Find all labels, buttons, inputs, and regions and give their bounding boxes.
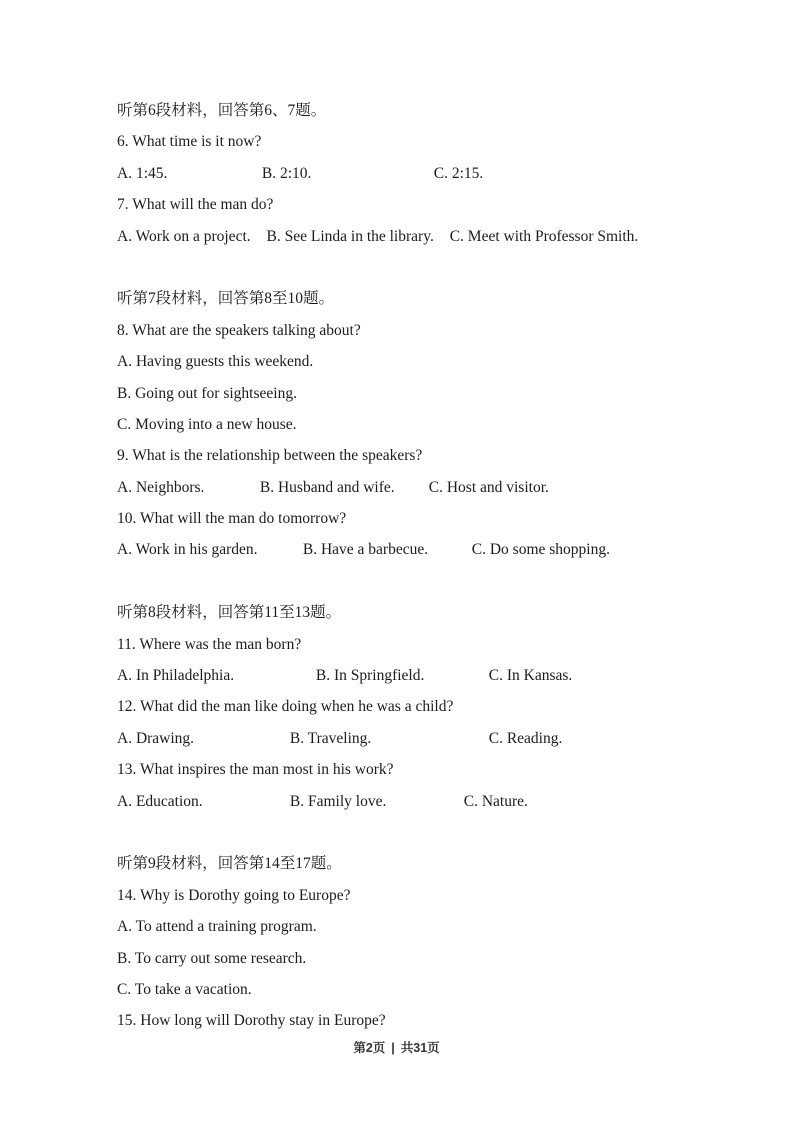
question-14-option-a: A. To attend a training program. (117, 918, 317, 936)
option-a: A. Work on a project. (117, 227, 251, 245)
question-14-option-c: C. To take a vacation. (117, 980, 252, 998)
option-b: B. In Springfield. (315, 667, 425, 685)
footer-separator: | (391, 1041, 395, 1055)
option-b: B. Family love. (289, 792, 387, 810)
option-c: C. Nature. (463, 792, 528, 810)
question-7-options (117, 221, 753, 252)
option-a: A. Education. (117, 792, 203, 810)
option-b: B. Husband and wife. (259, 478, 395, 496)
section-gap (117, 817, 753, 848)
option-a: A. Work in his garden. (117, 541, 258, 559)
question-8-option-a: A. Having guests this weekend. (117, 353, 314, 371)
question-15-text: 15. How long will Dorothy stay in Europe? (117, 1012, 386, 1030)
question-8-option-c: C. Moving into a new house. (117, 415, 297, 433)
question-11-text: 11. Where was the man born? (117, 635, 302, 653)
section-material-6 (117, 95, 753, 252)
question-13-options (117, 786, 753, 817)
question-9-options (117, 472, 753, 503)
section-material-7 (117, 283, 753, 566)
section-gap (117, 252, 753, 283)
question-9-text: 9. What is the relationship between the speakers? (117, 447, 423, 465)
question-10-text: 10. What will the man do tomorrow? (117, 510, 347, 528)
section-header: 听第8段材料，回答第11至13题。 (117, 604, 342, 622)
question-14-text: 14. Why is Dorothy going to Europe? (117, 886, 351, 904)
option-a: A. In Philadelphia. (117, 667, 235, 685)
question-6-text: 6. What time is it now? (117, 133, 262, 151)
question-11-options (117, 660, 753, 691)
total-pages-label: 共31页 (400, 1041, 440, 1055)
option-b: B. 2:10. (261, 164, 312, 182)
option-a: A. 1:45. (117, 164, 168, 182)
option-b: B. Traveling. (289, 729, 372, 747)
page-footer (0, 1038, 793, 1058)
question-13-text: 13. What inspires the man most in his work? (117, 761, 394, 779)
section-material-9 (117, 848, 753, 1036)
option-a: A. Neighbors. (117, 478, 205, 496)
question-8-text: 8. What are the speakers talking about? (117, 321, 361, 339)
current-page-label: 第2页 (353, 1041, 386, 1055)
exam-content (117, 95, 753, 1037)
option-c: C. Meet with Professor Smith. (449, 227, 639, 245)
option-c: C. In Kansas. (488, 667, 573, 685)
question-12-text: 12. What did the man like doing when he was a child? (117, 698, 454, 716)
question-12-options (117, 723, 753, 754)
option-c: C. Reading. (488, 729, 563, 747)
section-header: 听第9段材料，回答第14至17题。 (117, 855, 342, 873)
option-a: A. Drawing. (117, 729, 195, 747)
question-7-text: 7. What will the man do? (117, 196, 274, 214)
option-b: B. See Linda in the library. (266, 227, 434, 245)
option-c: C. Do some shopping. (471, 541, 610, 559)
question-14-option-b: B. To carry out some research. (117, 949, 307, 967)
section-material-8 (117, 597, 753, 817)
question-10-options (117, 534, 753, 565)
option-c: C. Host and visitor. (428, 478, 549, 496)
question-8-option-b: B. Going out for sightseeing. (117, 384, 297, 402)
question-6-options (117, 158, 753, 189)
section-header: 听第7段材料，回答第8至10题。 (117, 290, 335, 308)
option-b: B. Have a barbecue. (302, 541, 429, 559)
section-gap (117, 566, 753, 597)
section-header: 听第6段材料，回答第6、7题。 (117, 102, 327, 119)
option-c: C. 2:15. (433, 164, 484, 182)
